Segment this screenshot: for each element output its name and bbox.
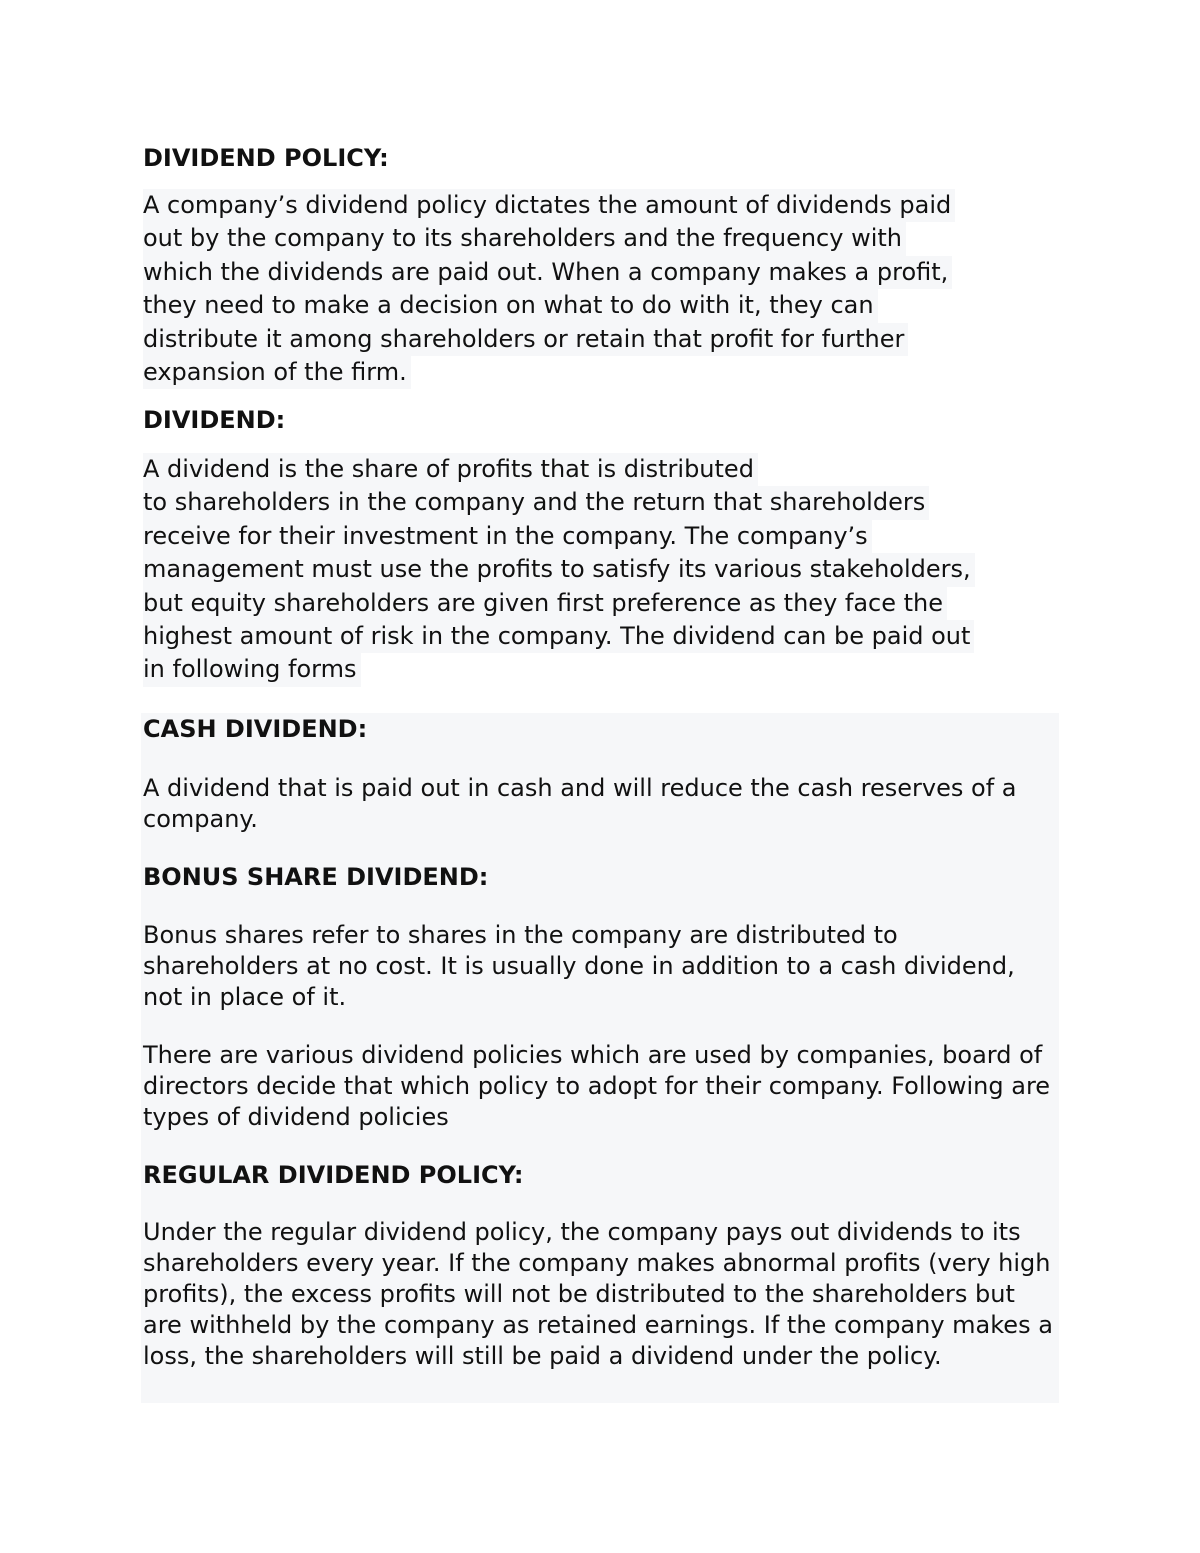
paragraph-policy-types-intro: There are various dividend policies which are used by companies, board of directors decide that which policy to adopt for their company. Following are types of dividend policies [143, 1041, 1051, 1131]
heading-regular-dividend-policy: REGULAR DIVIDEND POLICY: [143, 1161, 524, 1189]
text-line: A dividend is the share of profits that is distributed [143, 453, 758, 486]
heading-bonus-share-dividend: BONUS SHARE DIVIDEND: [143, 863, 489, 891]
text-line: but equity shareholders are given first preference as they face the [143, 587, 947, 620]
text-line: in following forms [143, 653, 361, 686]
text-line: receive for their investment in the company. The company’s [143, 520, 872, 553]
text-line: A company’s dividend policy dictates the amount of dividends paid [143, 189, 955, 222]
text-line: which the dividends are paid out. When a company makes a profit, [143, 256, 952, 289]
text-line: expansion of the firm. [143, 356, 411, 389]
text-line: out by the company to its shareholders and the frequency with [143, 222, 906, 255]
text-line: to shareholders in the company and the return that shareholders [143, 486, 929, 519]
text-line: distribute it among shareholders or retain that profit for further [143, 323, 908, 356]
paragraph-bonus-share-dividend: Bonus shares refer to shares in the company are distributed to shareholders at no cost. It is usually done in addition to a cash dividend, not in place of it. [143, 921, 1015, 1011]
paragraph-dividend [143, 453, 975, 687]
heading-cash-dividend: CASH DIVIDEND: [143, 715, 368, 743]
heading-dividend-policy: DIVIDEND POLICY: [143, 144, 389, 172]
text-line: they need to make a decision on what to do with it, they can [143, 289, 878, 322]
heading-dividend: DIVIDEND: [143, 406, 286, 434]
paragraph-regular-dividend-policy: Under the regular dividend policy, the company pays out dividends to its shareholders every year. If the company makes abnormal profits (very high profits), the excess profits will not be distributed to the shareholders but are withheld by the company as retained earnings. If the company makes a loss, the shareholders will still be paid a dividend under the policy. [143, 1218, 1053, 1370]
text-line: management must use the profits to satisfy its various stakeholders, [143, 553, 975, 586]
text-line: highest amount of risk in the company. The dividend can be paid out [143, 620, 974, 653]
paragraph-dividend-policy [143, 189, 955, 389]
paragraph-cash-dividend: A dividend that is paid out in cash and will reduce the cash reserves of a company. [143, 774, 1017, 833]
